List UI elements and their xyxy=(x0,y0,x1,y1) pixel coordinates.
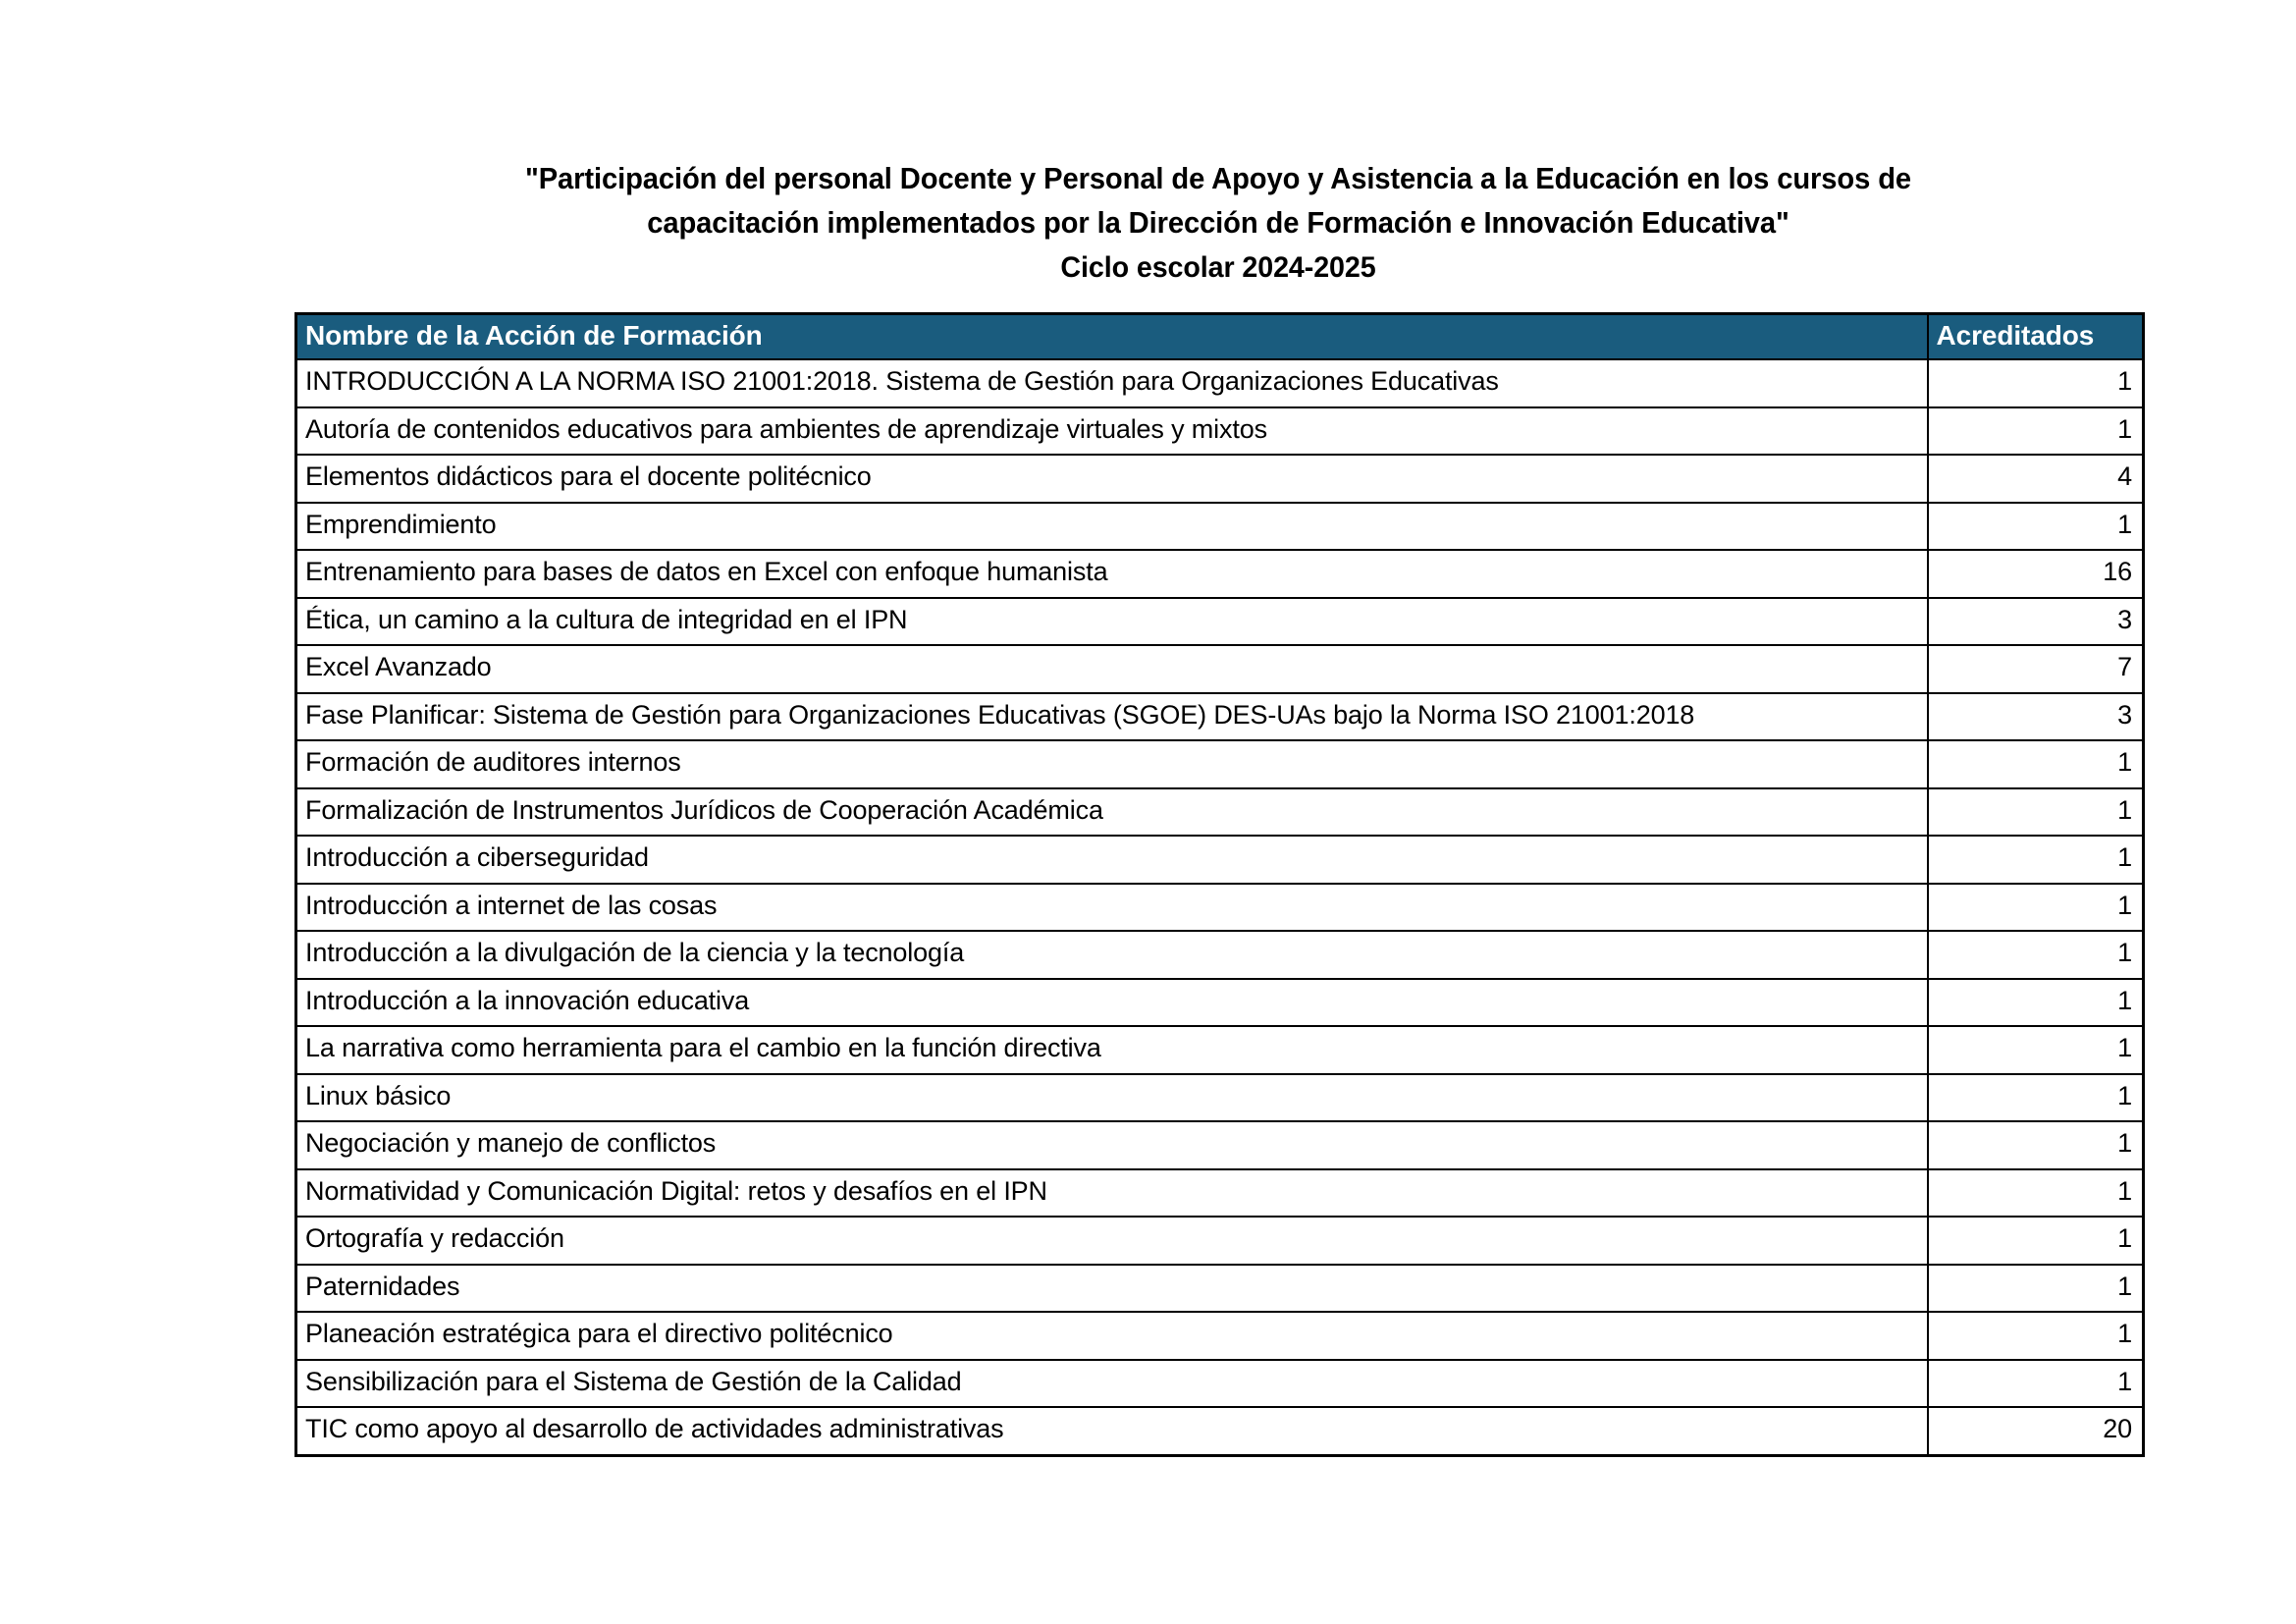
cell-action-name: Fase Planificar: Sistema de Gestión para Organizaciones Educativas (SGOE) DES-UAs bajo la Norma ISO 21001:2018 xyxy=(296,693,1928,741)
cell-action-name: La narrativa como herramienta para el cambio en la función directiva xyxy=(296,1026,1928,1074)
cell-accredited-count: 1 xyxy=(1928,931,2144,979)
cell-accredited-count: 1 xyxy=(1928,1217,2144,1265)
cell-accredited-count: 20 xyxy=(1928,1407,2144,1455)
cell-action-name: Entrenamiento para bases de datos en Excel con enfoque humanista xyxy=(296,550,1928,598)
table-row[interactable] xyxy=(296,550,2144,598)
column-header-accredited[interactable]: Acreditados xyxy=(1928,314,2144,360)
cell-action-name: Sensibilización para el Sistema de Gestión de la Calidad xyxy=(296,1360,1928,1408)
table-row[interactable] xyxy=(296,407,2144,456)
cell-accredited-count: 3 xyxy=(1928,598,2144,646)
table-row[interactable] xyxy=(296,1121,2144,1169)
cell-action-name: Ortografía y redacción xyxy=(296,1217,1928,1265)
table-row[interactable] xyxy=(296,884,2144,932)
cell-accredited-count: 1 xyxy=(1928,1074,2144,1122)
cell-action-name: Normatividad y Comunicación Digital: retos y desafíos en el IPN xyxy=(296,1169,1928,1218)
document-title xyxy=(294,157,2142,290)
table-row[interactable] xyxy=(296,1312,2144,1360)
cell-accredited-count: 1 xyxy=(1928,1312,2144,1360)
table-row[interactable] xyxy=(296,740,2144,788)
cell-action-name: INTRODUCCIÓN A LA NORMA ISO 21001:2018. Sistema de Gestión para Organizaciones Educativas xyxy=(296,359,1928,407)
cell-action-name: Introducción a internet de las cosas xyxy=(296,884,1928,932)
cell-accredited-count: 4 xyxy=(1928,455,2144,503)
cell-accredited-count: 1 xyxy=(1928,1121,2144,1169)
cell-accredited-count: 1 xyxy=(1928,1265,2144,1313)
cell-action-name: Introducción a la divulgación de la ciencia y la tecnología xyxy=(296,931,1928,979)
title-line-school-cycle: Ciclo escolar 2024-2025 xyxy=(1060,251,1376,284)
cell-accredited-count: 1 xyxy=(1928,407,2144,456)
cell-action-name: Negociación y manejo de conflictos xyxy=(296,1121,1928,1169)
table-row[interactable] xyxy=(296,836,2144,884)
table-header-row xyxy=(296,314,2144,360)
table-row[interactable] xyxy=(296,1026,2144,1074)
cell-action-name: Formación de auditores internos xyxy=(296,740,1928,788)
cell-accredited-count: 1 xyxy=(1928,503,2144,551)
cell-accredited-count: 1 xyxy=(1928,979,2144,1027)
table-row[interactable] xyxy=(296,931,2144,979)
table-row[interactable] xyxy=(296,645,2144,693)
cell-action-name: Ética, un camino a la cultura de integridad en el IPN xyxy=(296,598,1928,646)
cell-accredited-count: 16 xyxy=(1928,550,2144,598)
cell-action-name: Paternidades xyxy=(296,1265,1928,1313)
cell-action-name: Elementos didácticos para el docente politécnico xyxy=(296,455,1928,503)
cell-action-name: Linux básico xyxy=(296,1074,1928,1122)
cell-action-name: TIC como apoyo al desarrollo de actividades administrativas xyxy=(296,1407,1928,1455)
table-row[interactable] xyxy=(296,503,2144,551)
column-header-action-name[interactable]: Nombre de la Acción de Formación xyxy=(296,314,1928,360)
table-row[interactable] xyxy=(296,1265,2144,1313)
table-row[interactable] xyxy=(296,788,2144,837)
cell-action-name: Emprendimiento xyxy=(296,503,1928,551)
cell-action-name: Formalización de Instrumentos Jurídicos de Cooperación Académica xyxy=(296,788,1928,837)
cell-action-name: Autoría de contenidos educativos para ambientes de aprendizaje virtuales y mixtos xyxy=(296,407,1928,456)
cell-accredited-count: 3 xyxy=(1928,693,2144,741)
table-header xyxy=(296,314,2144,360)
cell-accredited-count: 1 xyxy=(1928,359,2144,407)
title-line-2: capacitación implementados por la Dirección de Formación e Innovación Educativa" xyxy=(647,206,1789,240)
table-row[interactable] xyxy=(296,1407,2144,1455)
cell-action-name: Planeación estratégica para el directivo politécnico xyxy=(296,1312,1928,1360)
table-row[interactable] xyxy=(296,1074,2144,1122)
table-row[interactable] xyxy=(296,1169,2144,1218)
table-row[interactable] xyxy=(296,598,2144,646)
cell-accredited-count: 1 xyxy=(1928,1026,2144,1074)
cell-accredited-count: 7 xyxy=(1928,645,2144,693)
table-row[interactable] xyxy=(296,979,2144,1027)
cell-accredited-count: 1 xyxy=(1928,884,2144,932)
cell-accredited-count: 1 xyxy=(1928,788,2144,837)
title-line-1: "Participación del personal Docente y Personal de Apoyo y Asistencia a la Educación en los cursos de xyxy=(524,162,1911,195)
courses-table-container xyxy=(294,312,2142,1457)
cell-action-name: Excel Avanzado xyxy=(296,645,1928,693)
table-row[interactable] xyxy=(296,455,2144,503)
cell-action-name: Introducción a la innovación educativa xyxy=(296,979,1928,1027)
cell-accredited-count: 1 xyxy=(1928,1169,2144,1218)
table-row[interactable] xyxy=(296,1360,2144,1408)
courses-table xyxy=(294,312,2145,1457)
cell-accredited-count: 1 xyxy=(1928,836,2144,884)
table-row[interactable] xyxy=(296,359,2144,407)
cell-accredited-count: 1 xyxy=(1928,740,2144,788)
table-body xyxy=(296,359,2144,1455)
cell-accredited-count: 1 xyxy=(1928,1360,2144,1408)
cell-action-name: Introducción a ciberseguridad xyxy=(296,836,1928,884)
table-row[interactable] xyxy=(296,693,2144,741)
table-row[interactable] xyxy=(296,1217,2144,1265)
